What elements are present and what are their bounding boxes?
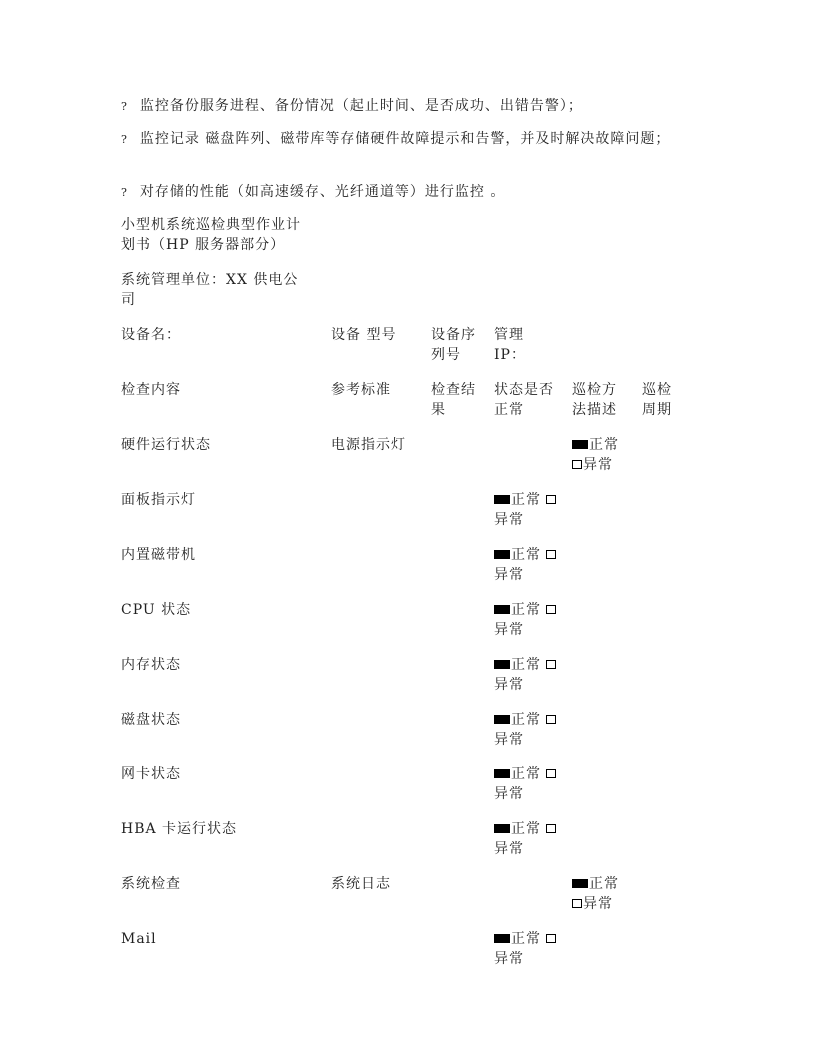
checkbox-abnormal[interactable] [546,824,556,833]
row-content: 硬件运行状态 [121,437,211,453]
header-status: 状态是否正常 [494,382,554,418]
checkbox-abnormal[interactable] [546,769,556,778]
row-content: 内置磁带机 [121,547,196,563]
checkbox-normal-checked[interactable] [572,440,588,449]
status-options [494,764,560,804]
bullet-2 [121,129,691,150]
header-standard: 参考标准 [331,382,391,398]
abnormal-label: 异常 [494,512,524,528]
normal-label: 正常 [511,821,541,837]
row-content: CPU 状态 [121,602,192,618]
row-content: 网卡状态 [121,766,181,782]
status-options [494,545,560,585]
status-options [494,819,560,859]
row-content: HBA 卡运行状态 [121,821,238,837]
management-unit: 系统管理单位：XX 供电公司 [121,272,299,308]
normal-label: 正常 [511,766,541,782]
row-standard: 系统日志 [331,876,391,892]
abnormal-label: 异常 [494,951,524,967]
normal-label: 正常 [511,712,541,728]
checkbox-normal-checked[interactable] [494,660,510,669]
normal-label: 正常 [511,492,541,508]
management-ip-label: 管理IP： [494,327,526,363]
header-result: 检查结果 [431,382,476,418]
bullet-text: 监控备份服务进程、备份情况（起止时间、是否成功、出错告警）； [139,98,583,114]
row-content: 系统检查 [121,876,181,892]
row-content: Mail [121,931,157,947]
normal-label: 正常 [511,547,541,563]
bullet-icon: ? [121,133,128,146]
device-name-label: 设备名： [121,327,181,343]
checkbox-abnormal[interactable] [546,550,556,559]
status-options [494,490,560,530]
bullet-text: 监控记录 磁盘阵列、磁带库等存储硬件故障提示和告警，并及时解决故障问题； [139,131,671,147]
header-method: 巡检方法描述 [572,382,617,418]
normal-label: 正常 [511,657,541,673]
checkbox-abnormal[interactable] [572,899,582,908]
row-content: 磁盘状态 [121,712,181,728]
abnormal-label: 异常 [494,567,524,583]
checkbox-abnormal[interactable] [546,605,556,614]
checkbox-normal-checked[interactable] [572,879,588,888]
bullet-text: 对存储的性能（如高速缓存、光纤通道等）进行监控 。 [139,184,506,200]
device-model-label: 设备 型号 [331,327,397,343]
checkbox-abnormal[interactable] [546,934,556,943]
checkbox-normal-checked[interactable] [494,824,510,833]
abnormal-label: 异常 [494,732,524,748]
checkbox-normal-checked[interactable] [494,769,510,778]
normal-label: 正常 [511,931,541,947]
header-cycle: 巡检周期 [642,382,672,418]
header-content: 检查内容 [121,382,181,398]
abnormal-label: 异常 [494,841,524,857]
status-options [494,655,560,695]
bullet-1 [121,96,691,117]
row-content: 内存状态 [121,657,181,673]
bullet-icon: ? [121,100,128,113]
checkbox-abnormal[interactable] [546,495,556,504]
abnormal-label: 异常 [494,622,524,638]
normal-label: 正常 [589,876,619,892]
status-options [572,435,632,475]
status-options [572,874,632,914]
status-options [494,710,560,750]
abnormal-label: 异常 [494,677,524,693]
row-content: 面板指示灯 [121,492,196,508]
abnormal-label: 异常 [494,786,524,802]
abnormal-label: 异常 [583,457,613,473]
doc-title: 小型机系统巡检典型作业计划书（HP 服务器部分） [121,217,301,253]
row-standard: 电源指示灯 [331,437,406,453]
checkbox-abnormal[interactable] [572,460,582,469]
normal-label: 正常 [589,437,619,453]
device-serial-label: 设备序列号 [431,327,476,363]
checkbox-normal-checked[interactable] [494,715,510,724]
bullet-icon: ? [121,186,128,199]
checkbox-abnormal[interactable] [546,660,556,669]
status-options [494,929,560,967]
bullet-3 [121,182,691,203]
abnormal-label: 异常 [583,896,613,912]
checkbox-normal-checked[interactable] [494,605,510,614]
normal-label: 正常 [511,602,541,618]
checkbox-normal-checked[interactable] [494,550,510,559]
checkbox-normal-checked[interactable] [494,934,510,943]
checkbox-normal-checked[interactable] [494,495,510,504]
checkbox-abnormal[interactable] [546,715,556,724]
status-options [494,600,560,640]
